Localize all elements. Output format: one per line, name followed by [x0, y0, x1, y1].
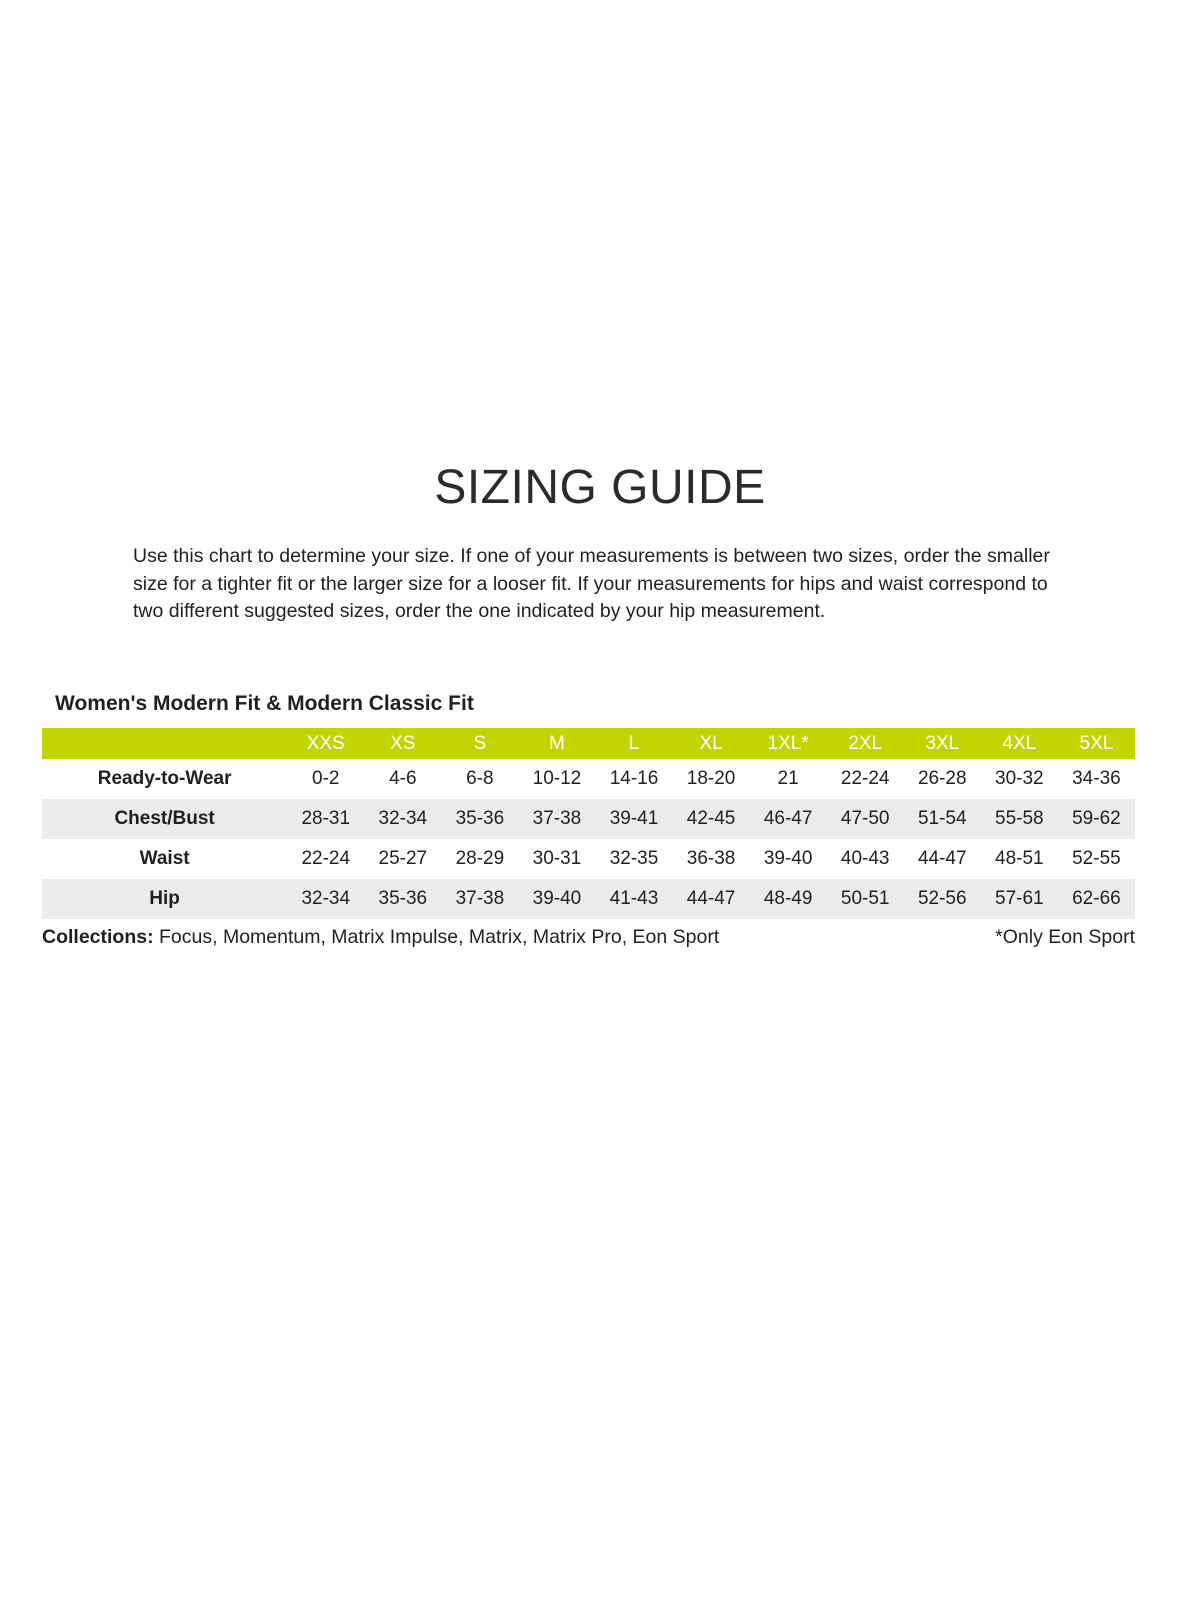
size-column-header: XS	[390, 732, 416, 754]
size-column-header: 3XL	[925, 732, 960, 754]
size-cell: 51-54	[917, 808, 967, 830]
size-cell: 39-41	[609, 808, 659, 830]
size-cell: 25-27	[378, 848, 428, 870]
size-cell: 52-56	[917, 888, 967, 910]
size-cell: 48-51	[995, 848, 1044, 870]
size-cell: 28-31	[301, 808, 351, 830]
size-cell: 44-47	[686, 888, 736, 910]
size-cell: 4-6	[389, 768, 417, 790]
size-cell: 59-62	[1072, 808, 1121, 830]
page-title: SIZING GUIDE	[434, 461, 766, 514]
size-cell: 18-20	[686, 768, 736, 790]
size-cell: 42-45	[686, 808, 736, 830]
size-column-header: S	[473, 732, 487, 754]
size-cell: 35-36	[455, 808, 505, 830]
size-cell: 52-55	[1072, 848, 1121, 870]
size-cell: 26-28	[917, 768, 967, 790]
size-cell: 21	[777, 768, 799, 790]
size-cell: 32-34	[378, 808, 428, 830]
size-cell: 37-38	[532, 808, 582, 830]
section-heading: Women's Modern Fit & Modern Classic Fit	[55, 692, 474, 716]
size-column-header: 1XL*	[767, 732, 809, 754]
row-label: Ready-to-Wear	[97, 768, 232, 790]
size-cell: 0-2	[312, 768, 340, 790]
row-label: Hip	[149, 888, 180, 910]
table-row-ready-to-wear	[42, 759, 1135, 799]
size-cell: 30-31	[532, 848, 582, 870]
collections-value: Focus, Momentum, Matrix Impulse, Matrix, Matrix Pro, Eon Sport	[153, 926, 720, 949]
collections-label: Collections:	[42, 926, 154, 949]
size-column-header: 2XL	[848, 732, 883, 754]
size-cell: 57-61	[995, 888, 1044, 910]
size-cell: 39-40	[763, 848, 813, 870]
size-column-header: XXS	[306, 732, 345, 754]
row-label: Chest/Bust	[114, 808, 215, 830]
collections-note	[42, 926, 719, 949]
size-cell: 47-50	[840, 808, 890, 830]
size-cell: 50-51	[840, 888, 890, 910]
size-table-header-row	[42, 728, 1135, 759]
size-cell: 36-38	[686, 848, 736, 870]
size-column-header: XL	[699, 732, 723, 754]
table-row-waist	[42, 839, 1135, 879]
size-cell: 46-47	[763, 808, 813, 830]
size-cell: 35-36	[378, 888, 428, 910]
size-cell: 41-43	[609, 888, 659, 910]
asterisk-note: *Only Eon Sport	[995, 926, 1135, 949]
size-cell: 30-32	[995, 768, 1044, 790]
size-cell: 22-24	[301, 848, 351, 870]
size-cell: 28-29	[455, 848, 505, 870]
size-cell: 37-38	[455, 888, 505, 910]
size-column-header: 4XL	[1002, 732, 1037, 754]
size-cell: 48-49	[763, 888, 813, 910]
row-label: Waist	[139, 848, 190, 870]
size-table-corner-cell	[42, 728, 287, 759]
size-table	[42, 728, 1135, 919]
size-cell: 62-66	[1072, 888, 1121, 910]
size-cell: 14-16	[609, 768, 659, 790]
size-column-header: 5XL	[1079, 732, 1114, 754]
table-row-chest-bust	[42, 799, 1135, 839]
size-cell: 32-35	[609, 848, 659, 870]
size-cell: 34-36	[1072, 768, 1121, 790]
size-cell: 6-8	[466, 768, 494, 790]
size-column-header: L	[628, 732, 640, 754]
size-cell: 40-43	[840, 848, 890, 870]
table-row-hip	[42, 879, 1135, 919]
footer-row	[42, 926, 1135, 949]
size-column-header: M	[549, 732, 565, 754]
size-cell: 22-24	[840, 768, 890, 790]
size-cell: 44-47	[917, 848, 967, 870]
size-cell: 39-40	[532, 888, 582, 910]
intro-paragraph: Use this chart to determine your size. If one of your measurements is between two sizes, order the smaller size for a tighter fit or the larger size for a looser fit. If your measurements for hips and waist correspond to two different suggested sizes, order the one indicated by your hip measurement.	[133, 545, 1050, 623]
size-cell: 32-34	[301, 888, 351, 910]
size-cell: 10-12	[532, 768, 582, 790]
size-cell: 55-58	[995, 808, 1044, 830]
